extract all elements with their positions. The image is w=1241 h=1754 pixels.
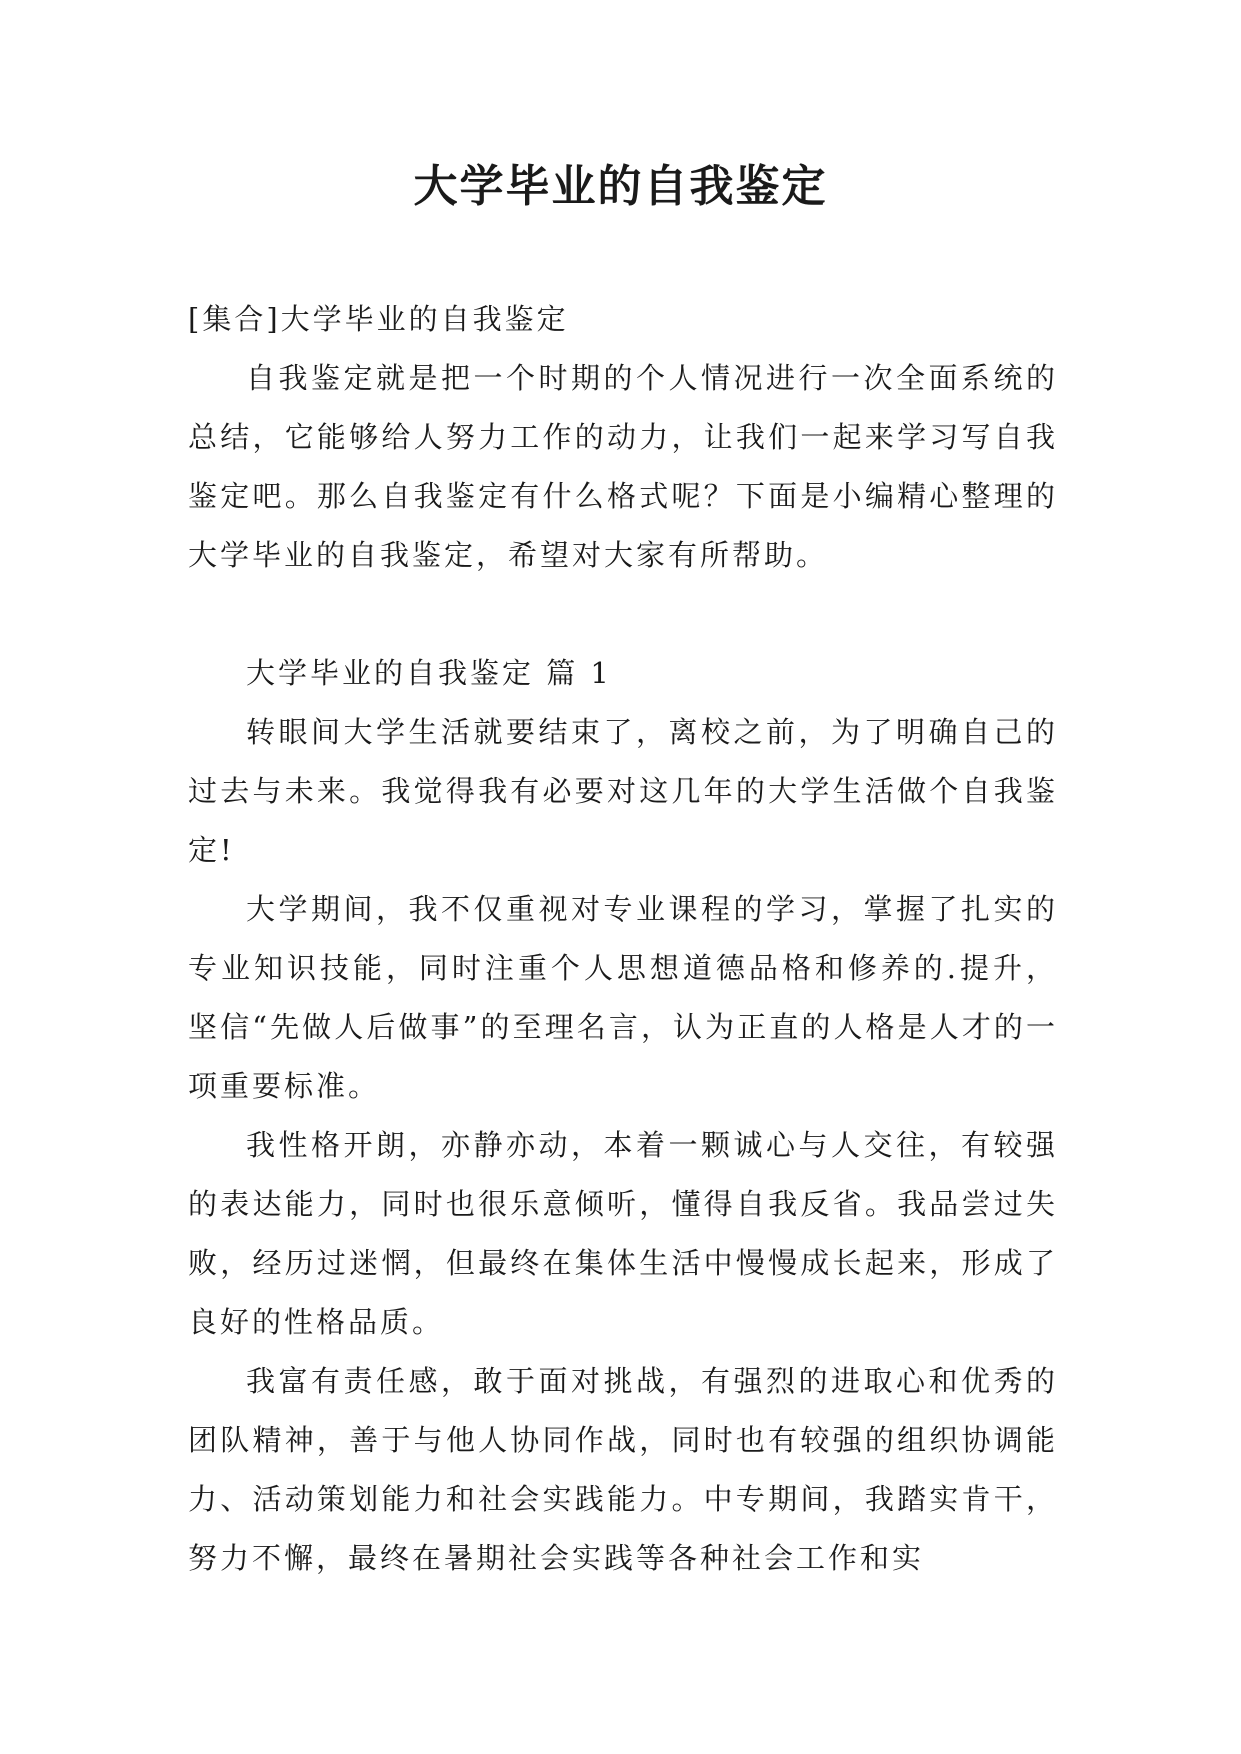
body-paragraph: 大学期间，我不仅重视对专业课程的学习，掌握了扎实的专业知识技能，同时注重个人思想道德品格和修养的.提升，坚信“先做人后做事”的至理名言，认为正直的人格是人才的一项重要标准。: [188, 892, 1058, 1103]
body-paragraph: 我富有责任感，敢于面对挑战，有强烈的进取心和优秀的团队精神，善于与他人协同作战，同时也有较强的组织协调能力、活动策划能力和社会实践能力。中专期间，我踏实肯干，努力不懈，最终在暑期社会实践等各种社会工作和实: [188, 1364, 1058, 1575]
document-body: [188, 290, 1058, 1588]
document-subtitle: [集合]大学毕业的自我鉴定: [188, 302, 569, 336]
section-spacer: [188, 585, 1058, 644]
intro-paragraph: 自我鉴定就是把一个时期的个人情况进行一次全面系统的总结，它能够给人努力工作的动力，让我们一起来学习写自我鉴定吧。那么自我鉴定有什么格式呢？下面是小编精心整理的大学毕业的自我鉴定，希望对大家有所帮助。: [188, 361, 1058, 572]
body-paragraph: 转眼间大学生活就要结束了，离校之前，为了明确自己的过去与未来。我觉得我有必要对这几年的大学生活做个自我鉴定!: [188, 715, 1058, 867]
section-heading: 大学毕业的自我鉴定 篇 1: [246, 656, 612, 690]
body-paragraph: 我性格开朗，亦静亦动，本着一颗诚心与人交往，有较强的表达能力，同时也很乐意倾听，懂得自我反省。我品尝过失败，经历过迷惘，但最终在集体生活中慢慢成长起来，形成了良好的性格品质。: [188, 1128, 1058, 1339]
document-title: 大学毕业的自我鉴定: [413, 161, 828, 212]
